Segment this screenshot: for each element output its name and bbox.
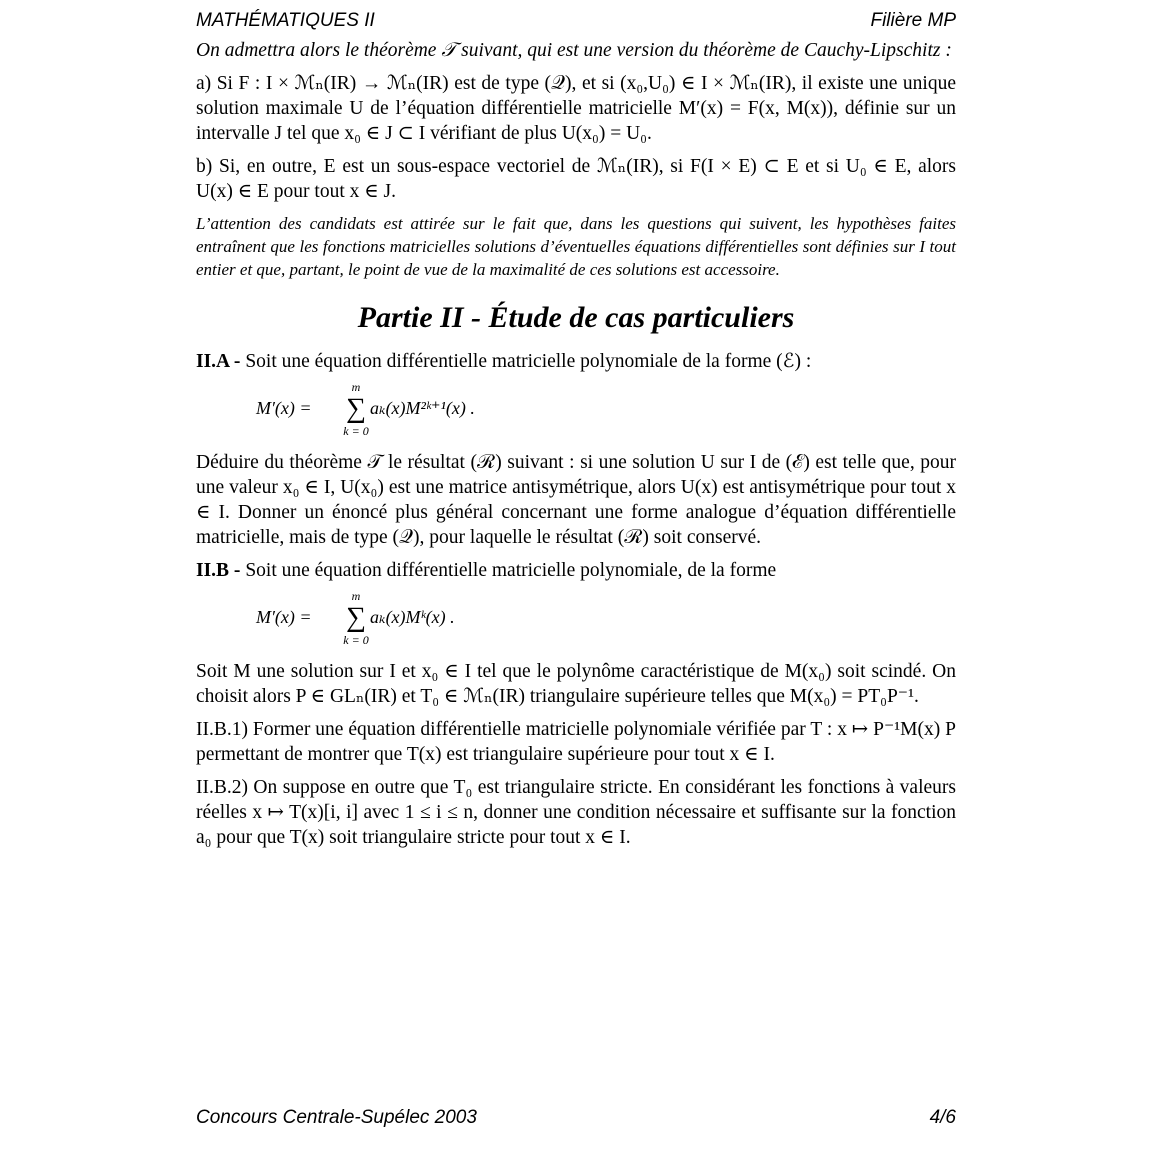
candidates-note: L’attention des candidats est attirée sur le fait que, dans les questions qui suivent, les hypothèses faites entraînent que les fonctions matricielles solutions d’éventuelles équations différentielles sont définies sur I tout entier et que, partant, le point de vue de la maximalité de ces solutions est accessoire. [196,214,956,279]
page-footer [196,1107,956,1129]
part-title: Partie II - Étude de cas particuliers [357,301,795,334]
theorem-part-b: b) Si, en outre, E est un sous-espace vectoriel de ℳₙ(IR), si F(I × E) ⊂ E et si U₀ ∈ E, alors U(x) ∈ E pour tout x ∈ J. [196,156,956,202]
equation-IIA [256,376,956,446]
header-track: Filière MP [870,10,956,31]
equation-IIB [256,585,956,655]
sigma-icon: ∑ [346,393,366,424]
equation-IIB-lhs: M′(x) = [256,607,312,627]
question-IIB1: II.B.1) Former une équation différentielle matricielle polynomiale vérifiée par T : x ↦ P⁻¹M(x) P permettant de montrer que T(x) est triangulaire supérieure pour tout x ∈ I. [196,719,956,765]
header-subject: MATHÉMATIQUES II [196,10,375,31]
section-IIA-intro [196,349,956,374]
footer-contest: Concours Centrale-Supélec 2003 [196,1107,477,1128]
footer-page-number: 4/6 [929,1107,956,1128]
theorem-part-a: a) Si F : I × ℳₙ(IR) → ℳₙ(IR) est de type (𝒬), et si (x₀,U₀) ∈ I × ℳₙ(IR), il existe une unique solution maximale U de l’équation différentielle matricielle M′(x) = F(x, M(x)), définie sur un intervalle J tel que x₀ ∈ J ⊂ I vérifiant de plus U(x₀) = U₀. [196,73,956,144]
equation-IIA-upper: m [351,380,361,394]
theorem-intro: On admettra alors le théorème 𝒯 suivant, qui est une version du théorème de Cauchy-Lipschitz : [196,40,952,61]
equation-IIB-lower: k = 0 [343,633,369,647]
question-IIB2: II.B.2) On suppose en outre que T₀ est triangulaire stricte. En considérant les fonctions à valeurs réelles x ↦ T(x)[i, i] avec 1 ≤ i ≤ n, donner une condition nécessaire et suffisante sur la fonction a₀ pour que T(x) soit triangulaire stricte pour tout x ∈ I. [196,777,956,848]
equation-IIB-rhs: aₖ(x)Mᵏ(x) . [370,607,455,627]
page-header [196,10,956,38]
page-content [196,10,956,858]
equation-IIA-rhs: aₖ(x)M²ᵏ⁺¹(x) . [370,398,475,418]
equation-IIA-lower: k = 0 [343,424,369,438]
sigma-icon: ∑ [346,602,366,633]
section-IIB-text: Soit une équation différentielle matricielle polynomiale, de la forme [245,560,777,581]
equation-IIB-upper: m [351,589,361,603]
section-IIA-text: Soit une équation différentielle matricielle polynomiale de la forme (ℰ) : [245,351,812,372]
equation-IIA-lhs: M′(x) = [256,398,312,418]
section-IIB-label: II.B - [196,560,241,581]
section-IIA-body: Déduire du théorème 𝒯 le résultat (ℛ) suivant : si une solution U sur I de (ℰ) est telle que, pour une valeur x₀ ∈ I, U(x₀) est une matrice antisymétrique, alors U(x) est antisymétrique pour tout x ∈ I. Donner un énoncé plus général concernant une forme analogue d’équation différentielle matricielle, mais de type (𝒬), pour laquelle le résultat (ℛ) soit conservé. [196,452,956,548]
section-IIB-body: Soit M une solution sur I et x₀ ∈ I tel que le polynôme caractéristique de M(x₀) soit scindé. On choisit alors P ∈ GLₙ(IR) et T₀ ∈ ℳₙ(IR) triangulaire supérieure telles que M(x₀) = PT₀P⁻¹. [196,661,956,707]
section-IIA-label: II.A - [196,351,241,372]
section-IIB-intro [196,558,956,583]
